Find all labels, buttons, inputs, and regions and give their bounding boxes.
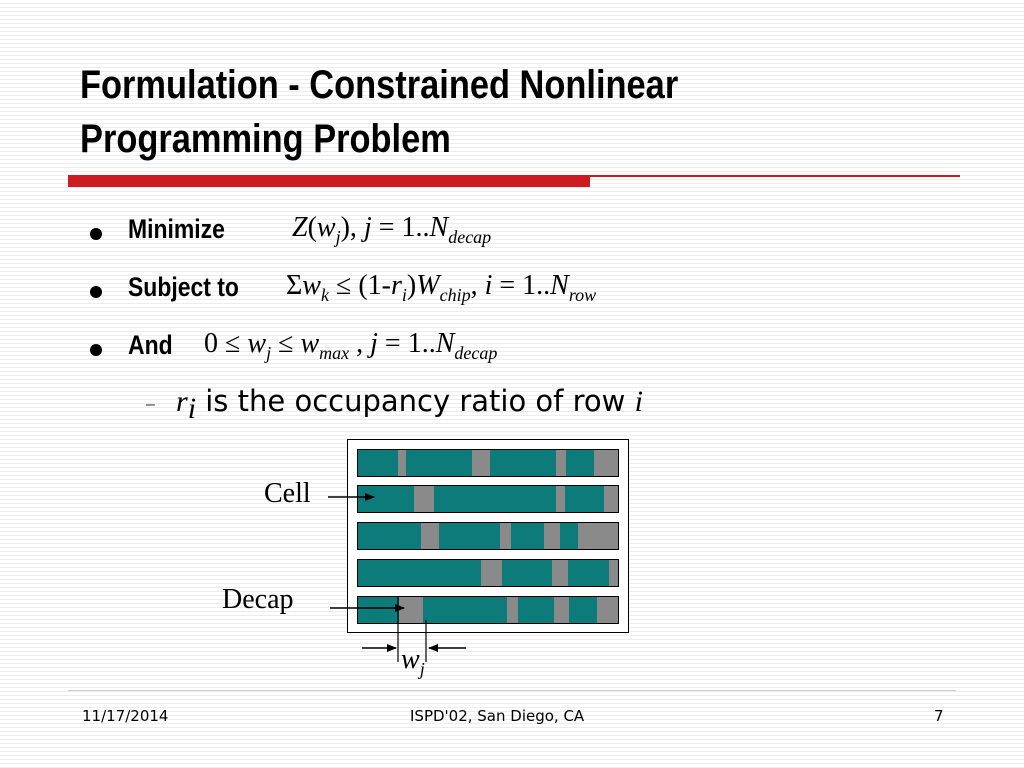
decap-block [556,486,565,512]
cell-block [358,450,398,476]
footer-venue: ISPD'02, San Diego, CA [410,707,585,725]
footer-date: 11/17/2014 [82,707,169,725]
decap-block [399,597,423,623]
decap-block [544,523,560,549]
title-line-1: Formulation - Constrained Nonlinear [80,63,679,107]
decap-block [481,560,502,586]
cell-block [560,523,578,549]
cell-label: Cell [264,478,311,509]
slide-number: 7 [934,707,944,725]
bullet-label: And [128,330,173,360]
cell-block [358,523,421,549]
decap-block [609,560,618,586]
width-label [401,644,425,679]
decap-label: Decap [222,584,294,615]
title-underline-thin [590,175,960,177]
cell-block [358,597,399,623]
bound-formula: $0 \le w_j \le w_{max}$ , $j = 1..N_{decap}$ [204,328,498,363]
cell-block [569,597,597,623]
decap-block [578,523,618,549]
decap-block [500,523,511,549]
decap-block [552,560,568,586]
bullet-label: Subject to [128,272,239,302]
bullet-dot [90,228,102,240]
decap-block [507,597,518,623]
sub-bullet-text: is the occupancy ratio of row [205,384,626,418]
width-label-main: w [401,644,420,675]
decap-block [604,486,618,512]
decap-block [414,486,434,512]
footer-divider [68,690,956,691]
cell-block [502,560,552,586]
title-line-2: Programming Problem [80,117,451,161]
title-underline-thick [68,175,590,187]
constraint-formula: $\Sigma w_k \le (1-r_i)W_{chip}$, $i = 1..N_{row}$ [286,270,597,305]
cell-block [490,450,556,476]
width-label-sub: j [419,659,425,679]
cell-row [357,449,619,477]
cell-block [566,450,594,476]
cell-row [357,596,619,624]
decap-block [421,523,439,549]
decap-block [597,597,618,623]
bullet-dot [90,286,102,298]
decap-block [472,450,490,476]
decap-block [556,450,566,476]
cell-row [357,559,619,587]
cell-block [358,560,481,586]
cell-block [406,450,472,476]
cell-block [423,597,507,623]
cell-row [357,485,619,513]
cell-block [568,560,609,586]
sub-bullet-text-wrap: $r_i$ is the occupancy ratio of row i [176,384,643,425]
objective-formula: $Z(w_j)$, $j = 1..N_{decap}$ [292,212,492,247]
bullet-dot [90,344,102,356]
decap-block [594,450,618,476]
decap-block [554,597,569,623]
sub-bullet-dash: – [146,396,155,413]
cell-block [434,486,556,512]
slide-title [80,58,854,166]
cell-block [565,486,604,512]
decap-block [398,450,406,476]
placement-diagram [347,439,629,633]
cell-block [518,597,554,623]
bullet-label: Minimize [128,214,225,244]
cell-row [357,522,619,550]
cell-block [358,486,414,512]
cell-block [439,523,500,549]
cell-block [511,523,544,549]
